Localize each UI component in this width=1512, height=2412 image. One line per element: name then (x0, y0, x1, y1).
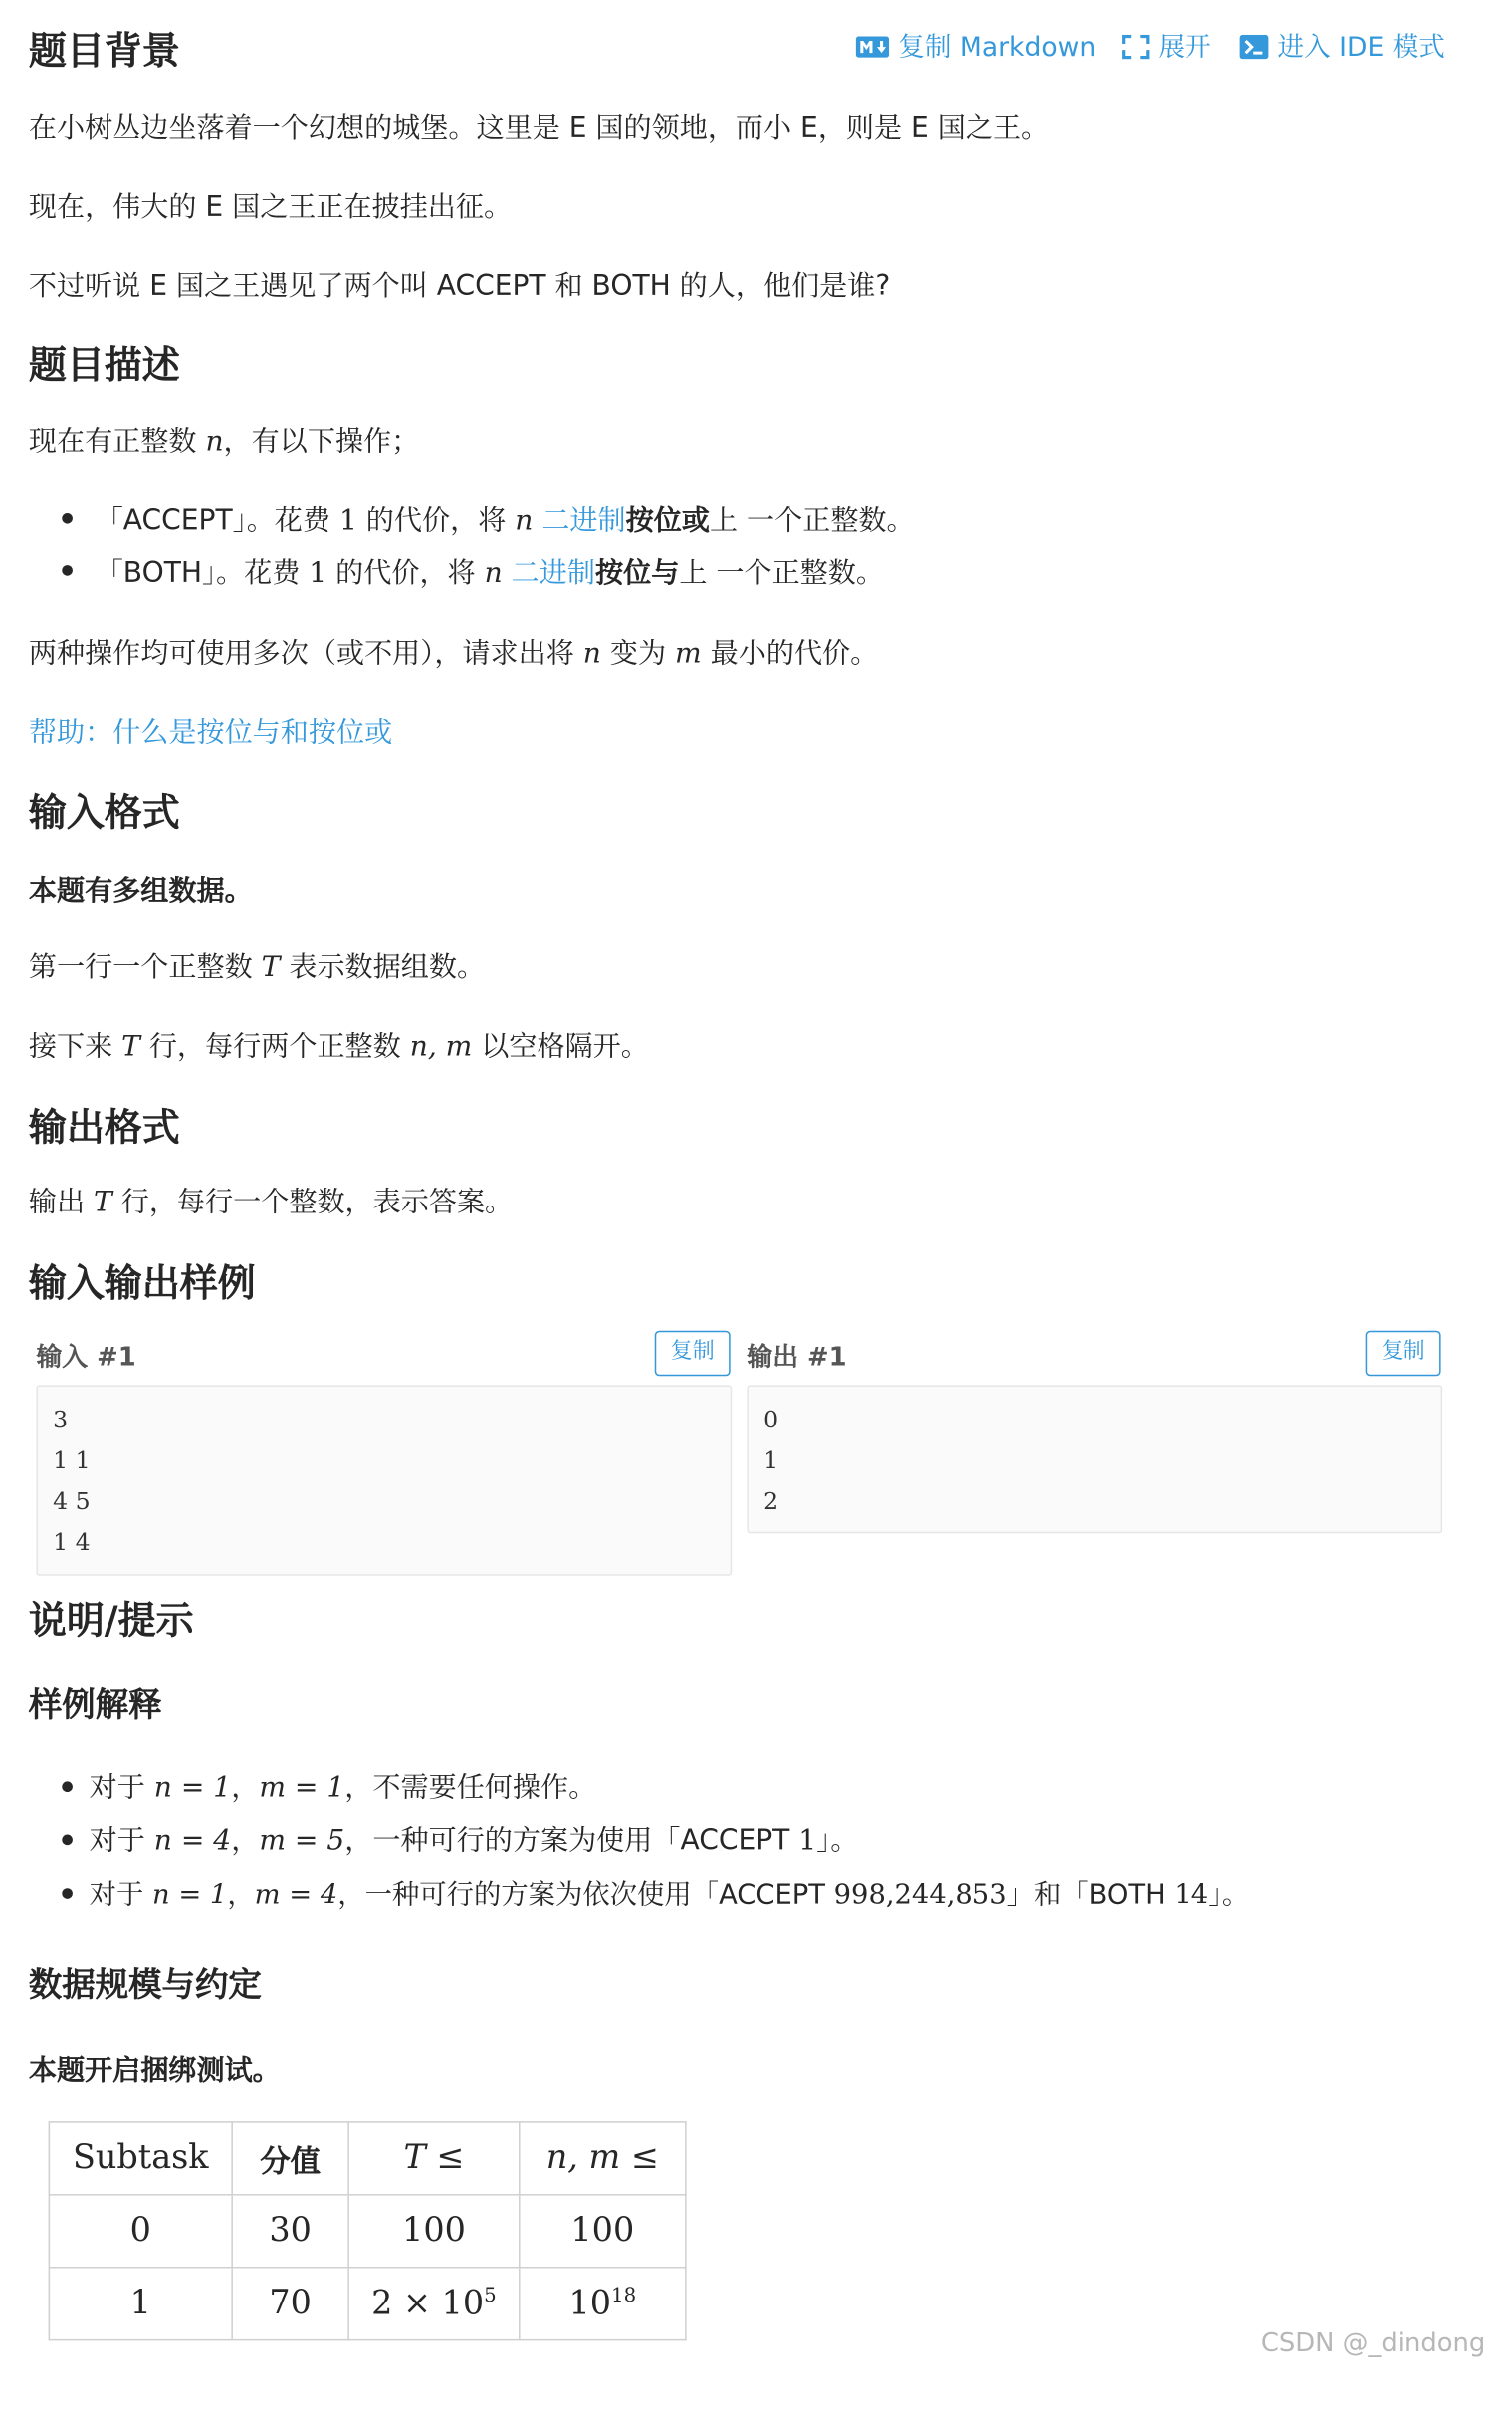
e3-num: 998,244,853 (833, 1879, 1007, 1912)
e1-expr-n: n = 1 (153, 1772, 232, 1805)
cell-score: 70 (232, 2268, 348, 2340)
samples-heading: 输入输出样例 (28, 1260, 256, 1305)
cell-subtask: 0 (49, 2195, 232, 2268)
e2-expr-m: m = 5 (259, 1825, 345, 1858)
sample-output-line: 1 (763, 1446, 779, 1475)
final-text-a: 两种操作均可使用多次（或不用），请求出将 (28, 638, 574, 670)
enter-ide-label: 进入 IDE 模式 (1277, 33, 1445, 64)
sample-input-line: 4 5 (53, 1487, 91, 1516)
input-format-heading: 输入格式 (28, 790, 180, 835)
cell-T (348, 2268, 520, 2340)
description-final (29, 632, 878, 671)
header-score: 分值 (232, 2122, 348, 2195)
e1-expr-m: m = 1 (259, 1772, 345, 1805)
op1-text-c: 上 一个正整数。 (709, 505, 915, 538)
e3-expr-n: n = 1 (152, 1879, 228, 1912)
vars-n-m: n, m (409, 1030, 473, 1063)
final-text-b: 变为 (609, 638, 667, 670)
cell-T-exp: 5 (484, 2284, 497, 2307)
sample-input-box[interactable] (36, 1385, 732, 1575)
cell-T-base: 2 × 10 (371, 2285, 485, 2323)
sample-input-line: 1 1 (53, 1446, 91, 1475)
var-m: m (675, 638, 702, 670)
e3-expr-m: m = 4 (254, 1879, 338, 1912)
e1-sep: ， (231, 1772, 260, 1805)
e2-text-c: 」。 (816, 1825, 859, 1858)
op1-bold: 按位或 (625, 505, 710, 538)
e2-text-a: 对于 (89, 1825, 145, 1858)
op2-var: n (484, 557, 503, 590)
bullet (62, 1781, 73, 1792)
background-paragraph-2: 现在，伟大的 E 国之王正在披挂出征。 (28, 191, 513, 224)
cell-n-m: 100 (520, 2195, 686, 2268)
binary-link[interactable]: 二进制 (541, 505, 626, 538)
e3-num2: 14 (1174, 1879, 1209, 1912)
cell-n-m-base: 10 (568, 2285, 612, 2323)
hint-heading: 说明/提示 (28, 1598, 194, 1643)
cell-score: 30 (232, 2195, 348, 2268)
var-T: T (261, 951, 281, 984)
background-paragraph-3: 不过听说 E 国之王遇见了两个叫 ACCEPT 和 BOTH 的人，他们是谁? (28, 270, 891, 303)
expand-label: 展开 (1158, 33, 1211, 64)
copy-markdown-label: 复制 Markdown (898, 33, 1097, 64)
header-subtask: Subtask (49, 2122, 232, 2195)
input-l1-text-b: 表示数据组数。 (289, 951, 486, 984)
sample-input-line: 3 (53, 1406, 69, 1434)
var-T: T (94, 1187, 112, 1219)
op1-text-a: 「ACCEPT」。花费 (95, 505, 330, 538)
cell-n-m-exp: 18 (611, 2284, 637, 2307)
e1-text-b: ，不需要任何操作。 (344, 1772, 597, 1805)
header-T: T ≤ (348, 2122, 520, 2195)
output-l1-text-b: 行，每行一个整数，表示答案。 (120, 1187, 514, 1219)
table-row (49, 2268, 685, 2340)
var-T: T (121, 1030, 140, 1063)
e3-text-a: 对于 (89, 1879, 144, 1912)
output-line-1 (29, 1181, 513, 1219)
multi-data-note: 本题有多组数据。 (28, 875, 253, 908)
input-l2-text-a: 接下来 (28, 1030, 113, 1063)
op2-cost: 1 (309, 557, 327, 590)
var-n: n (582, 638, 601, 670)
copy-output-button[interactable]: 复制 (1366, 1331, 1441, 1377)
help-link[interactable]: 帮助：什么是按位与和按位或 (28, 717, 393, 749)
bullet (62, 1835, 73, 1846)
input-l2-text-c: 以空格隔开。 (481, 1030, 649, 1063)
input-line-2 (29, 1025, 649, 1064)
sample-output-box[interactable] (747, 1385, 1442, 1533)
background-heading: 题目背景 (28, 28, 180, 73)
operation-accept (96, 499, 915, 538)
background-paragraph-1: 在小树丛边坐落着一个幻想的城堡。这里是 E 国的领地，而小 E，则是 E 国之王。 (28, 112, 1050, 145)
markdown-icon (856, 36, 889, 57)
e3-text-c: 」和「BOTH (1006, 1879, 1166, 1912)
expand-icon (1122, 34, 1149, 58)
e2-num: 1 (798, 1825, 817, 1858)
description-intro (29, 420, 419, 459)
sample-explanation-heading: 样例解释 (28, 1687, 162, 1726)
copy-input-button[interactable]: 复制 (655, 1331, 731, 1377)
subtask-table (49, 2121, 687, 2340)
input-l1-text-a: 第一行一个正整数 (28, 951, 253, 984)
data-scale-heading: 数据规模与约定 (28, 1967, 262, 2006)
op2-text-a: 「BOTH」。花费 (95, 557, 301, 590)
op2-text-c: 上 一个正整数。 (679, 557, 884, 590)
sample-output-line: 0 (763, 1406, 779, 1434)
sample-output-line: 2 (763, 1487, 779, 1516)
header-n-m: n, m ≤ (520, 2122, 686, 2195)
terminal-icon (1240, 34, 1269, 58)
final-text-c: 最小的代价。 (710, 638, 879, 670)
input-line-1 (29, 945, 485, 984)
output-l1-text-a: 输出 (28, 1187, 86, 1219)
description-heading: 题目描述 (28, 342, 180, 387)
output-format-heading: 输出格式 (28, 1105, 180, 1150)
table-row (49, 2195, 685, 2268)
intro-text-a: 现在有正整数 (28, 426, 197, 459)
explanation-1 (90, 1766, 597, 1805)
explanation-2 (90, 1819, 859, 1858)
copy-markdown-button[interactable] (856, 27, 1096, 65)
var-n: n (205, 426, 224, 459)
intro-text-b: ，有以下操作； (223, 426, 420, 459)
watermark: CSDN @_dindong (1260, 2328, 1486, 2359)
cell-T: 100 (348, 2195, 520, 2268)
bundle-test-note: 本题开启捆绑测试。 (28, 2055, 281, 2087)
sample-output-label: 输出 #1 (747, 1342, 847, 1374)
bullet (62, 513, 73, 524)
op1-cost: 1 (338, 505, 357, 538)
sample-input-label: 输入 #1 (36, 1342, 136, 1374)
enter-ide-button[interactable] (1240, 27, 1445, 65)
e2-text-b: ，一种可行的方案为使用「ACCEPT (344, 1825, 790, 1858)
op1-text-b: 的代价，将 (365, 505, 507, 538)
explanation-3 (90, 1873, 1250, 1912)
op2-bold: 按位与 (595, 557, 680, 590)
bullet (62, 565, 73, 576)
cell-n-m (520, 2268, 686, 2340)
input-l2-text-b: 行，每行两个正整数 (148, 1030, 401, 1063)
e3-text-d: 」。 (1208, 1879, 1250, 1912)
expand-button[interactable] (1122, 27, 1211, 65)
operation-both (96, 551, 884, 590)
bullet (62, 1888, 73, 1899)
sample-input-line: 1 4 (53, 1528, 91, 1557)
e1-text-a: 对于 (89, 1772, 145, 1805)
table-header-row (49, 2122, 685, 2195)
binary-link[interactable]: 二进制 (511, 557, 596, 590)
e2-expr-n: n = 4 (153, 1825, 232, 1858)
cell-subtask: 1 (49, 2268, 232, 2340)
e3-sep: ， (227, 1879, 255, 1912)
e2-sep: ， (231, 1825, 260, 1858)
e3-text-b: ，一种可行的方案为依次使用「ACCEPT (337, 1879, 825, 1912)
op1-var: n (515, 505, 534, 538)
op2-text-b: 的代价，将 (335, 557, 476, 590)
